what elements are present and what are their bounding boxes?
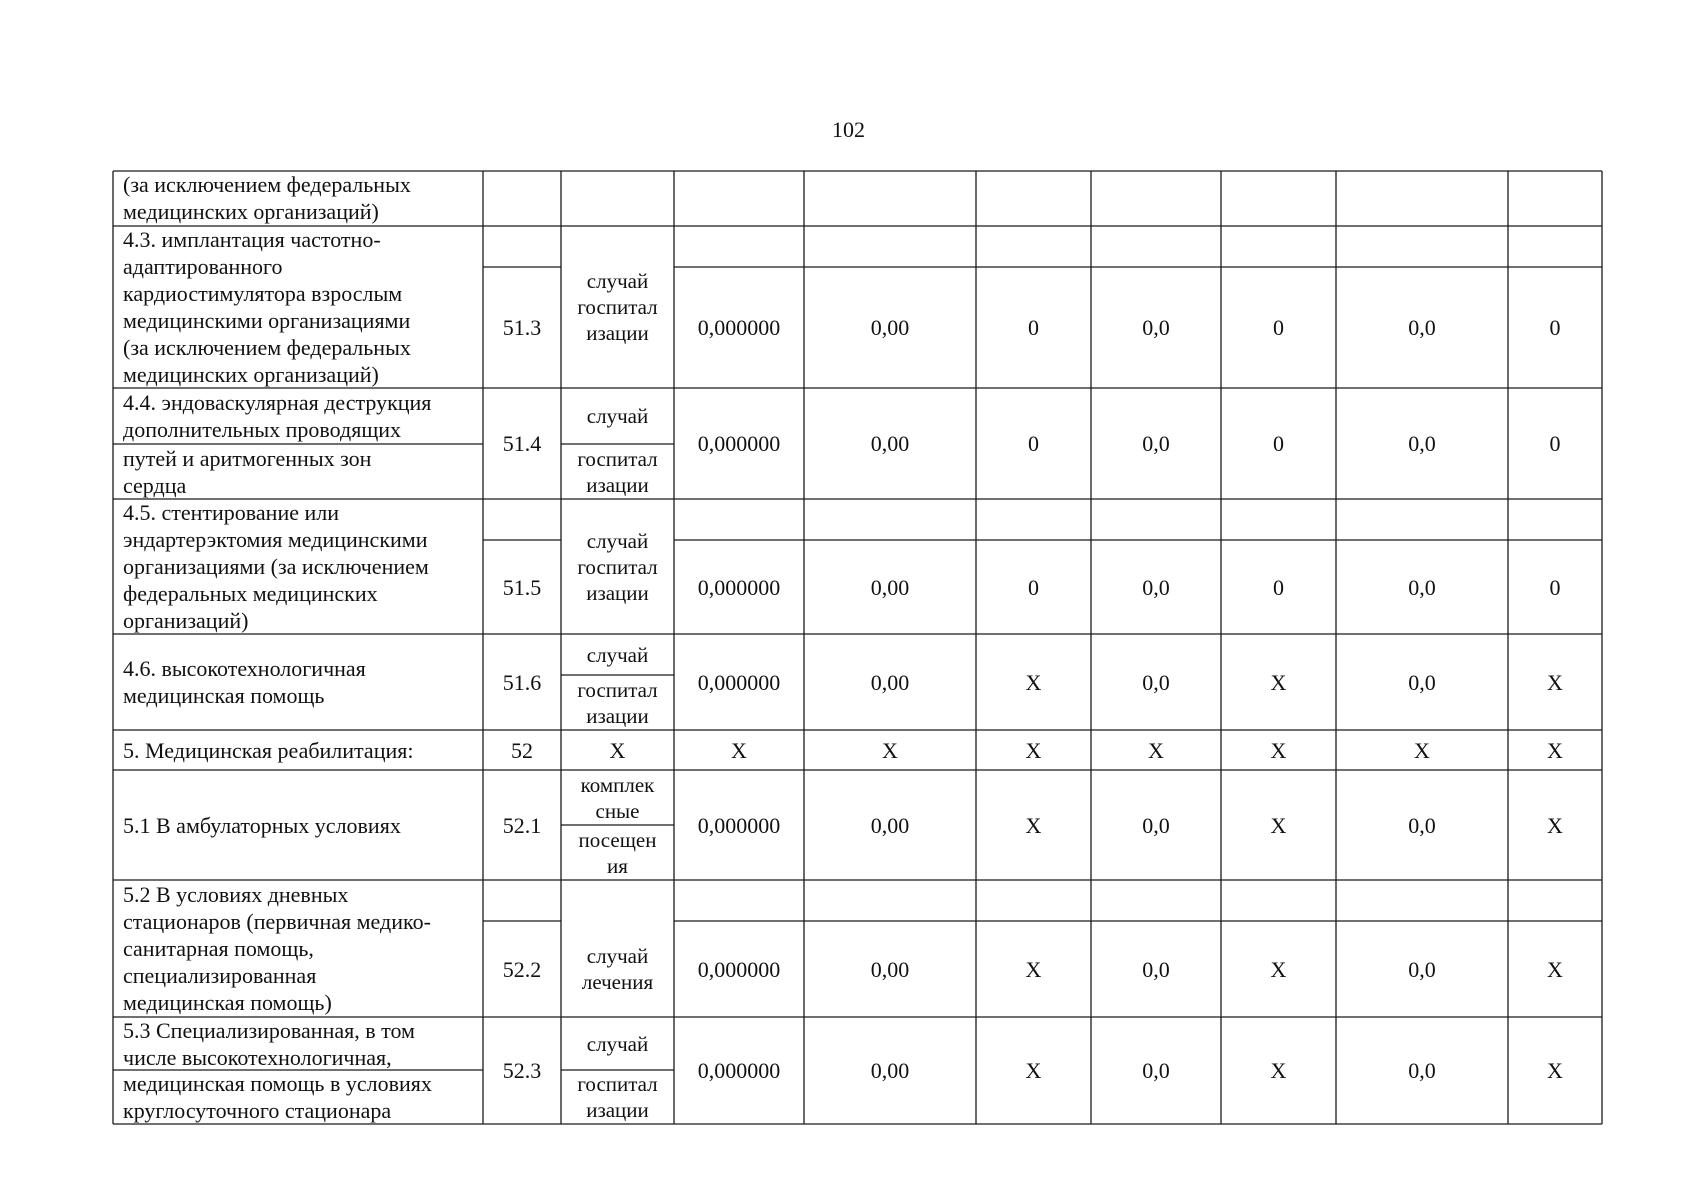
measure-unit: случай госпитал изации xyxy=(577,528,658,605)
table-row-label: 4.3. имплантация частотно- адаптированного кардиостимулятора взрослым медицинскими организациями (за исключением федеральных медицинских организаций) xyxy=(123,227,411,387)
row-code: 51.5 xyxy=(502,574,542,600)
value-cell: 0 xyxy=(1028,431,1039,456)
value-cell: X xyxy=(731,737,747,763)
value-cell: X xyxy=(1547,812,1563,838)
value-cell: X xyxy=(1547,1058,1563,1083)
value-cell: 0,000000 xyxy=(697,315,781,340)
row-code: 52.2 xyxy=(502,956,542,982)
value-cell: 0,0 xyxy=(1142,431,1170,456)
value-cell: 0 xyxy=(1549,431,1561,456)
row-code: 51.4 xyxy=(502,431,542,456)
table-row-label: 5.1 В амбулаторных условиях xyxy=(123,812,401,838)
value-cell: 0,0 xyxy=(1408,574,1436,600)
value-cell: X xyxy=(1270,956,1287,982)
value-cell: 0,00 xyxy=(870,812,910,838)
value-cell: 0,00 xyxy=(870,574,910,600)
page-number: 102 xyxy=(832,117,865,142)
measure-unit: комплек сные xyxy=(580,772,655,823)
value-cell: 0 xyxy=(1549,574,1561,600)
value-cell: X xyxy=(1270,737,1287,763)
value-cell: 0,0 xyxy=(1142,315,1170,340)
value-cell: 0,0 xyxy=(1408,669,1436,695)
value-cell: X xyxy=(1547,956,1563,982)
value-cell: 0 xyxy=(1028,315,1039,340)
row-code: 51.3 xyxy=(502,315,542,340)
value-cell: X xyxy=(882,737,898,763)
value-cell: X xyxy=(1547,737,1563,763)
row-code: 52.3 xyxy=(502,1058,542,1083)
table-row-label-continued: медицинская помощь в условиях круглосуточного стационара xyxy=(123,1071,432,1123)
value-cell: 0,0 xyxy=(1408,1058,1436,1083)
row-code: 52 xyxy=(511,737,533,763)
table-row-label: 4.4. эндоваскулярная деструкция дополнительных проводящих xyxy=(123,390,432,442)
measure-unit-continued: госпитал изации xyxy=(577,1072,658,1122)
value-cell: X xyxy=(1547,669,1563,695)
measure-unit-continued: госпитал изации xyxy=(577,446,658,497)
measure-unit-continued: посещен ия xyxy=(578,827,657,878)
value-cell: X xyxy=(1270,812,1287,838)
measure-unit: случай xyxy=(586,1031,649,1056)
value-cell: 0,0 xyxy=(1142,812,1170,838)
value-cell: 0,000000 xyxy=(697,574,781,600)
value-cell: 0 xyxy=(1549,315,1561,340)
measure-unit: X xyxy=(609,737,626,763)
value-cell: X xyxy=(1270,669,1287,695)
value-cell: 0 xyxy=(1273,574,1284,600)
value-cell: 0,00 xyxy=(870,315,910,340)
value-cell: 0,00 xyxy=(870,956,910,982)
measure-unit: случай госпитал изации xyxy=(577,269,658,345)
measure-unit: случай xyxy=(586,404,649,428)
value-cell: 0,000000 xyxy=(697,669,781,695)
value-cell: 0 xyxy=(1273,315,1284,340)
value-cell: 0,0 xyxy=(1408,315,1436,340)
table-row-label: 4.6. высокотехнологичная медицинская помощь xyxy=(123,656,366,708)
value-cell: X xyxy=(1025,669,1042,695)
table-row-label: 5.3 Специализированная, в том числе высокотехнологичная, xyxy=(123,1017,415,1070)
row-code: 51.6 xyxy=(502,669,542,695)
table-row-label-continued: путей и аритмогенных зон сердца xyxy=(123,445,372,498)
measure-unit: случай лечения xyxy=(581,944,654,994)
value-cell: 0,0 xyxy=(1142,1058,1170,1083)
table-row-label: (за исключением федеральных медицинских организаций) xyxy=(123,172,411,224)
value-cell: 0,00 xyxy=(870,669,910,695)
value-cell: 0,0 xyxy=(1408,956,1436,982)
value-cell: X xyxy=(1025,956,1042,982)
measure-unit: случай xyxy=(586,642,649,667)
table-row-label: 5.2 В условиях дневных стационаров (первичная медико- санитарная помощь, специализированная медицинская помощь) xyxy=(123,882,431,1015)
value-cell: X xyxy=(1414,737,1430,763)
value-cell: 0,000000 xyxy=(697,956,781,982)
value-cell: X xyxy=(1025,1058,1042,1083)
value-cell: 0,0 xyxy=(1408,431,1436,456)
value-cell: 0,0 xyxy=(1142,669,1170,695)
value-cell: 0,000000 xyxy=(697,431,781,456)
value-cell: 0 xyxy=(1273,431,1284,456)
value-cell: X xyxy=(1148,737,1164,763)
value-cell: 0 xyxy=(1028,574,1039,600)
value-cell: 0,0 xyxy=(1142,574,1170,600)
value-cell: 0,000000 xyxy=(697,1058,781,1083)
measure-unit-continued: госпитал изации xyxy=(577,677,658,728)
value-cell: X xyxy=(1025,737,1042,763)
value-cell: X xyxy=(1270,1058,1287,1083)
value-cell: 0,00 xyxy=(870,431,910,456)
value-cell: 0,00 xyxy=(870,1058,910,1083)
value-cell: 0,0 xyxy=(1142,956,1170,982)
table-row-label: 4.5. стентирование или эндартерэктомия медицинскими организациями (за исключением федеральных медицинских организаций) xyxy=(123,500,429,633)
row-code: 52.1 xyxy=(502,812,542,838)
value-cell: X xyxy=(1025,812,1042,838)
table-row-label: 5. Медицинская реабилитация: xyxy=(123,737,414,763)
value-cell: 0,0 xyxy=(1408,812,1436,838)
value-cell: 0,000000 xyxy=(697,812,781,838)
